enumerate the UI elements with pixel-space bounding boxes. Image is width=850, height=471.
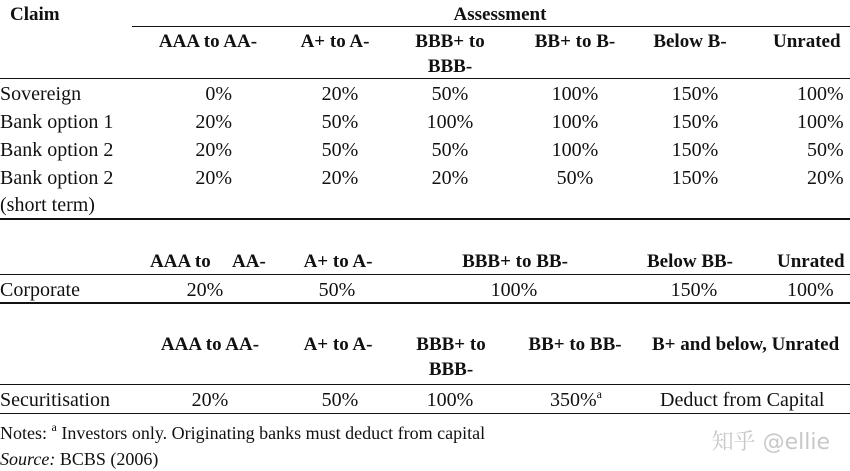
source-value: BCBS (2006) (59, 449, 159, 469)
sec-col-aaa: AAA to AA- (160, 334, 260, 355)
sec-col-bb: BB+ to BB- (528, 334, 622, 355)
cell: 20% (321, 167, 359, 189)
cell-value: 350% (550, 389, 597, 411)
corp-col-aaa-2: AA- (232, 251, 266, 272)
cell: 20% (191, 389, 229, 411)
source-line (0, 450, 158, 468)
corp-col-aaa-1: AAA to (150, 251, 211, 272)
cell: 20% (195, 167, 232, 189)
cell: 50% (321, 389, 359, 411)
col-a: A+ to A- (300, 31, 370, 52)
sec-label: Securitisation (0, 389, 110, 411)
source-label: Source: (0, 449, 56, 469)
row-label: Bank option 1 (0, 111, 114, 133)
cell: 20% (807, 167, 844, 189)
cell: 20% (321, 83, 359, 105)
col-bbb-2: BBB- (427, 56, 473, 77)
cell: 100% (426, 111, 474, 133)
col-bbb-1: BBB+ to (415, 31, 485, 52)
cell: 100% (551, 139, 599, 161)
row-label-sub: (short term) (0, 194, 95, 216)
cell: 100% (797, 111, 844, 133)
header-assessment: Assessment (453, 4, 547, 25)
row-label: Sovereign (0, 83, 82, 105)
cell: 50% (431, 139, 469, 161)
col-unrated: Unrated (773, 31, 841, 52)
cell: 50% (321, 139, 359, 161)
cell: 150% (671, 167, 719, 189)
cell-with-footnote (550, 387, 602, 411)
corp-label: Corporate (0, 279, 80, 301)
cell: 20% (195, 111, 232, 133)
cell: 150% (671, 111, 719, 133)
cell: 150% (671, 139, 719, 161)
col-below-b: Below B- (653, 31, 727, 52)
cell: 20% (186, 279, 224, 301)
cell: 150% (671, 83, 719, 105)
sec-col-bbb-1: BBB+ to (416, 334, 486, 355)
cell: 20% (431, 167, 469, 189)
col-bb: BB+ to B- (534, 31, 616, 52)
notes-mark: a (51, 420, 57, 434)
cell: 20% (195, 139, 232, 161)
sec-col-bbb-2: BBB- (428, 359, 474, 380)
cell: 50% (318, 279, 356, 301)
section1-bottom-rule (0, 218, 850, 220)
cell: 150% (670, 279, 718, 301)
corp-col-below: Below BB- (646, 251, 734, 272)
corp-col-unrated: Unrated (777, 251, 845, 272)
cell: 100% (551, 111, 599, 133)
section1-top-rule (0, 78, 850, 79)
cell: 100% (787, 279, 834, 301)
cell: 100% (797, 83, 844, 105)
cell: 50% (807, 139, 844, 161)
notes-prefix: Notes: (0, 423, 47, 443)
cell: 100% (426, 389, 474, 411)
cell: 100% (490, 279, 538, 301)
footnote-mark: a (596, 387, 602, 401)
corp-col-bbb: BBB+ to BB- (462, 251, 568, 272)
cell: 50% (321, 111, 359, 133)
section3-bottom-rule (0, 413, 850, 414)
notes-line (0, 420, 486, 443)
section3-top-rule (0, 384, 850, 385)
watermark: 知乎 @ellie (711, 430, 830, 455)
row-label: Bank option 2 (0, 139, 114, 161)
section2-bottom-rule (0, 302, 850, 304)
sec-col-a: A+ to A- (303, 334, 373, 355)
notes-text: Investors only. Originating banks must deduct from capital (61, 423, 486, 443)
sec-col-b-unrated: B+ and below, Unrated (652, 334, 840, 355)
row-label: Bank option 2 (0, 167, 114, 189)
header-claim: Claim (10, 4, 60, 25)
cell: 0% (205, 83, 232, 105)
col-aaa: AAA to AA- (158, 31, 258, 52)
cell: Deduct from Capital (660, 389, 825, 411)
cell: 50% (431, 83, 469, 105)
section2-top-rule (0, 274, 850, 275)
corp-col-a: A+ to A- (303, 251, 373, 272)
header-divider (132, 26, 850, 27)
cell: 50% (556, 167, 594, 189)
cell: 100% (551, 83, 599, 105)
